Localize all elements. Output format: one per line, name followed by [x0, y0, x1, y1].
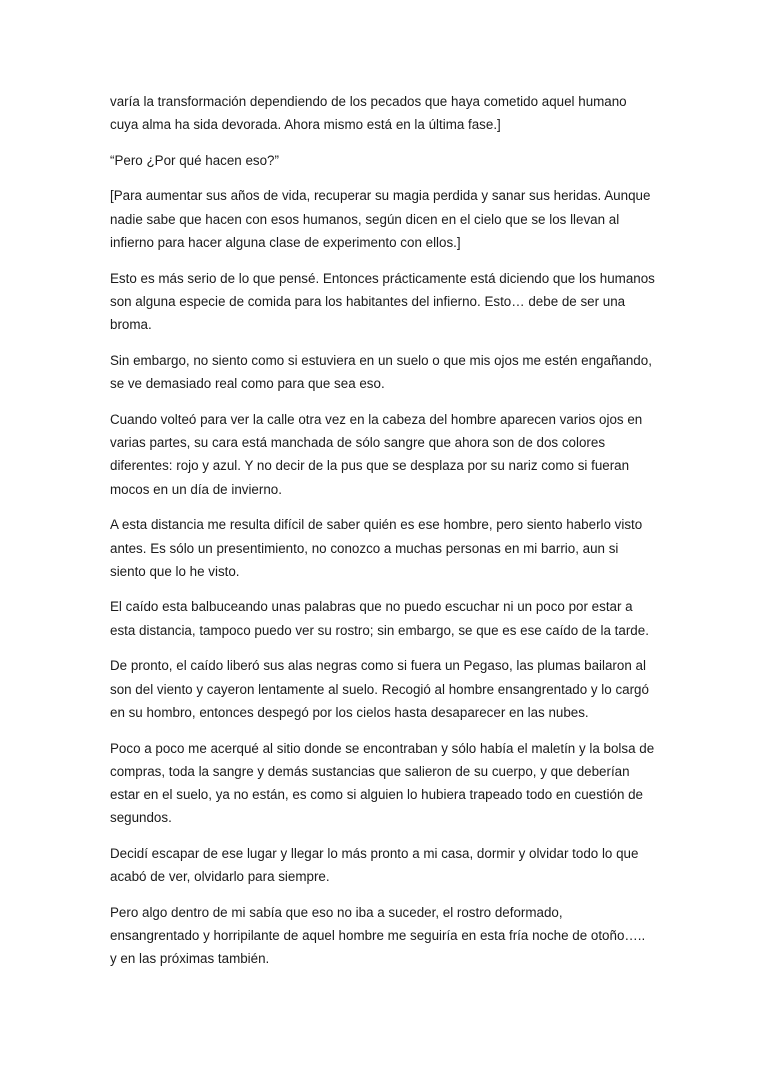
paragraph-3: [Para aumentar sus años de vida, recuperar su magia perdida y sanar sus heridas. Aunque nadie sabe que hacen con esos humanos, según dicen en el cielo que se los llevan al infierno para hacer alguna clase de experimento con ellos.]	[110, 188, 651, 251]
paragraph-12: Pero algo dentro de mi sabía que eso no iba a suceder, el rostro deformado, ensangrentado y horripilante de aquel hombre me seguiría en esta fría noche de otoño….. y en las próximas también.	[110, 904, 646, 967]
document-page	[110, 90, 655, 983]
paragraph-5: Sin embargo, no siento como si estuviera en un suelo o que mis ojos me estén engañando, se ve demasiado real como para que sea eso.	[110, 352, 652, 392]
paragraph-7: A esta distancia me resulta difícil de saber quién es ese hombre, pero siento haberlo visto antes. Es sólo un presentimiento, no conozco a muchas personas en mi barrio, aun si siento que lo he visto.	[110, 517, 643, 579]
paragraph-9: De pronto, el caído liberó sus alas negras como si fuera un Pegaso, las plumas bailaron al son del viento y cayeron lentamente al suelo. Recogió al hombre ensangrentado y lo cargó en su hombro, entonces despegó por los cielos hasta desaparecer en las nubes.	[110, 658, 649, 720]
paragraph-6: Cuando volteó para ver la calle otra vez en la cabeza del hombre aparecen varios ojos en varias partes, su cara está manchada de sólo sangre que ahora son de dos colores diferentes: rojo y azul. Y no decir de la pus que se desplaza por su nariz como si fueran mocos en un día de invierno.	[110, 411, 643, 497]
paragraph-4: Esto es más serio de lo que pensé. Entonces prácticamente está diciendo que los humanos son alguna especie de comida para los habitantes del infierno. Esto… debe de ser una broma.	[110, 270, 655, 333]
paragraph-11: Decidí escapar de ese lugar y llegar lo más pronto a mi casa, dormir y olvidar todo lo que acabó de ver, olvidarlo para siempre.	[110, 845, 639, 885]
paragraph-1: varía la transformación dependiendo de los pecados que haya cometido aquel humano cuya alma ha sida devorada. Ahora mismo está en la última fase.]	[110, 94, 627, 133]
paragraph-10: Poco a poco me acerqué al sitio donde se encontraban y sólo había el maletín y la bolsa de compras, toda la sangre y demás sustancias que salieron de su cuerpo, y que deberían estar en el suelo, ya no están, es como si alguien lo hubiera trapeado todo en cuestión de segundos.	[110, 740, 655, 826]
paragraph-2: “Pero ¿Por qué hacen eso?”	[110, 152, 279, 168]
paragraph-8: El caído esta balbuceando unas palabras que no puedo escuchar ni un poco por estar a esta distancia, tampoco puedo ver su rostro; sin embargo, se que es ese caído de la tarde.	[110, 599, 649, 638]
